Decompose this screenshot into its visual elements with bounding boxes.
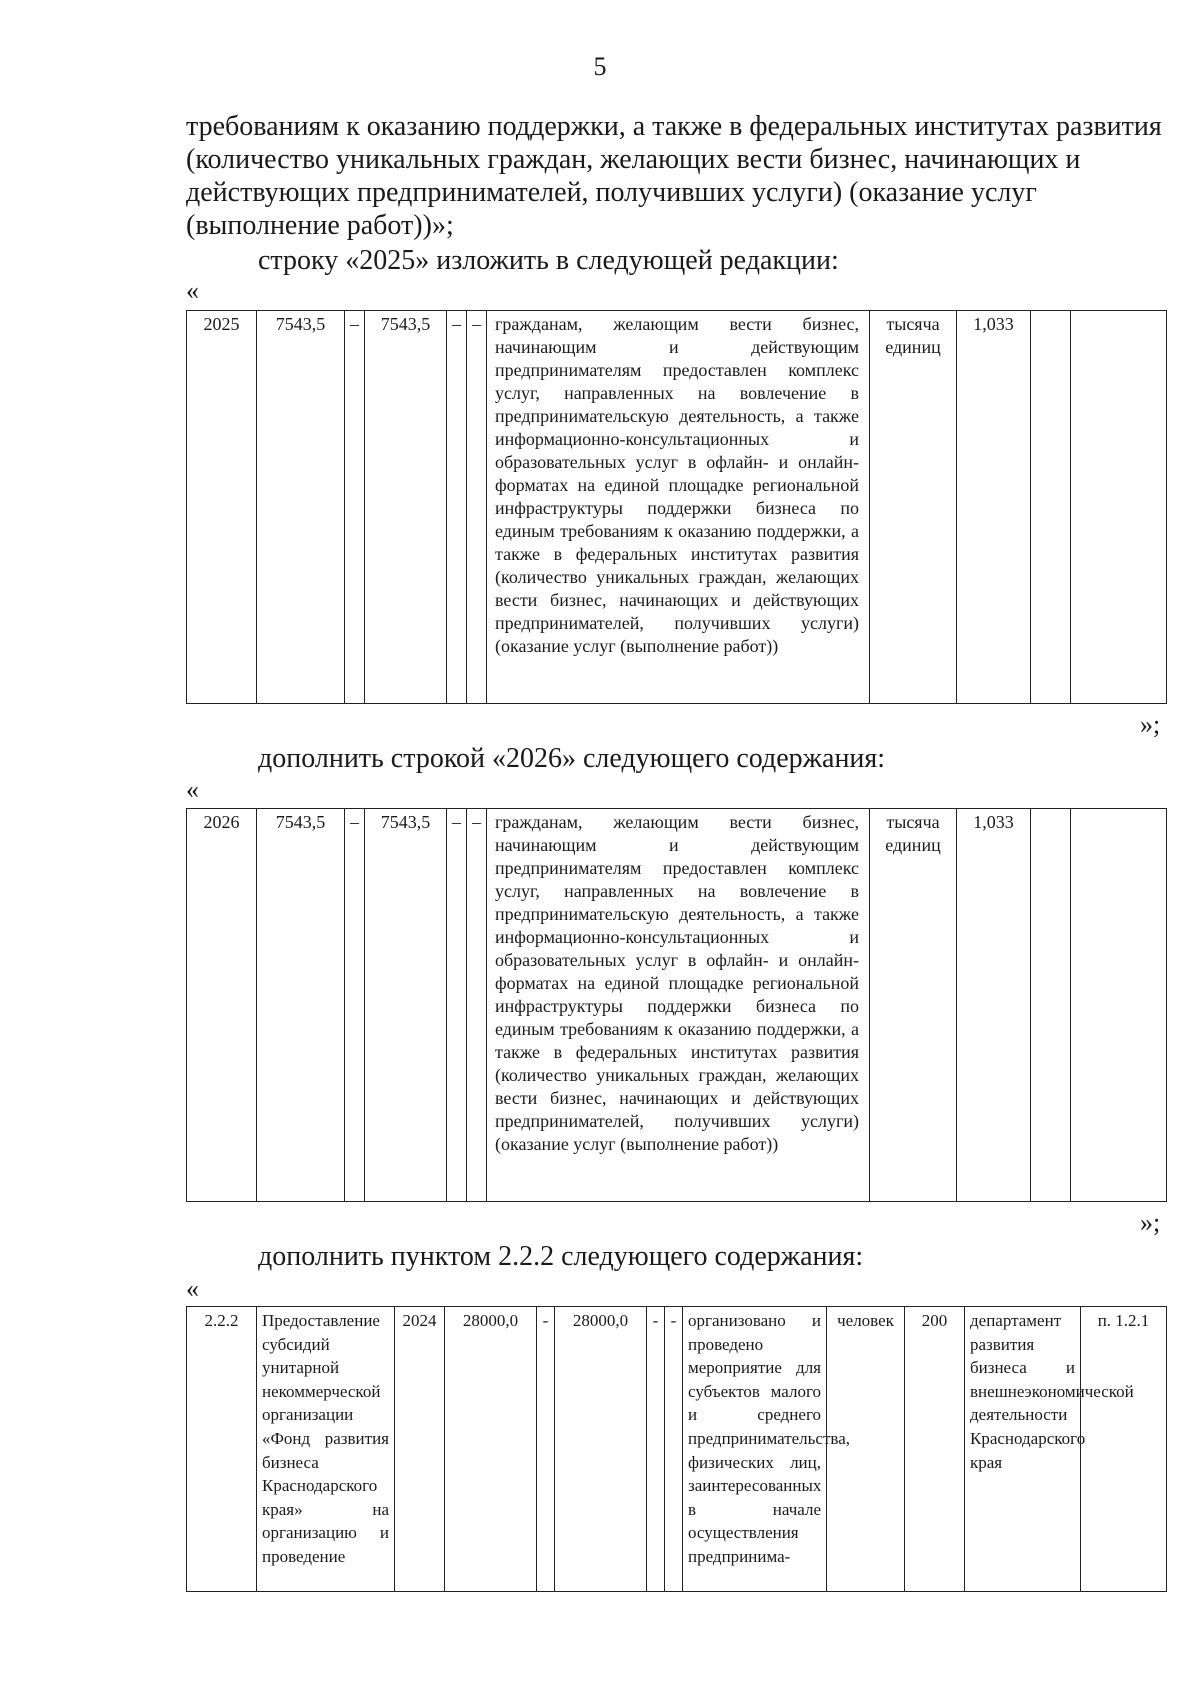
intro-paragraph <box>186 110 1166 242</box>
year-cell: 2026 <box>187 809 257 1202</box>
instruction-2: дополнить строкой «2026» следующего содержания: <box>258 743 886 774</box>
unit-cell: тысяча единиц <box>870 809 957 1202</box>
total-cell: 7543,5 <box>257 311 345 704</box>
unit-cell: человек <box>827 1307 905 1592</box>
unit-cell: тысяча единиц <box>870 311 957 704</box>
intro-line: (выполнение работ))»; <box>186 210 454 241</box>
number-cell: 2.2.2 <box>187 1307 257 1592</box>
reference-cell: п. 1.2.1 <box>1081 1307 1167 1592</box>
intro-line: действующих предпринимателей, получивших услуги) (оказание услуг <box>186 177 1037 208</box>
intro-line: (количество уникальных граждан, желающих вести бизнес, начинающих и <box>186 144 1081 175</box>
dash-cell: - <box>537 1307 555 1592</box>
close-quote: »; <box>1140 710 1161 739</box>
open-quote: « <box>186 775 199 804</box>
empty-cell <box>1071 809 1167 1202</box>
empty-cell <box>1071 311 1167 704</box>
amount-cell: 28000,0 <box>555 1307 647 1592</box>
dash-cell: – <box>447 311 467 704</box>
dash-cell: – <box>345 311 365 704</box>
value-cell: 1,033 <box>957 809 1031 1202</box>
close-quote: »; <box>1140 1208 1161 1237</box>
intro-line: требованиям к оказанию поддержки, а также в федеральных институтах развития <box>186 111 1162 142</box>
dash-cell: – <box>345 809 365 1202</box>
dash-cell: – <box>467 809 487 1202</box>
dash-cell: – <box>447 809 467 1202</box>
empty-cell <box>1031 311 1071 704</box>
instruction-3: дополнить пунктом 2.2.2 следующего содержания: <box>258 1241 864 1272</box>
amount-cell: 7543,5 <box>365 809 447 1202</box>
executor-cell: департамент развития бизнеса и внешнеэкономической деятельности Краснодарского края <box>965 1307 1081 1592</box>
amount-cell: 7543,5 <box>365 311 447 704</box>
total-cell: 28000,0 <box>445 1307 537 1592</box>
dash-cell: – <box>467 311 487 704</box>
dash-cell: - <box>647 1307 665 1592</box>
page-number: 5 <box>593 52 607 81</box>
year-cell: 2024 <box>395 1307 445 1592</box>
open-quote: « <box>186 276 199 305</box>
table-item-2-2-2 <box>186 1306 1167 1592</box>
value-cell: 1,033 <box>957 311 1031 704</box>
open-quote: « <box>186 1274 199 1303</box>
result-cell: организовано и проведено мероприятие для субъектов малого и среднего предпринимательства, физических лиц, заинтересованных в начале осуществления предпринима- <box>683 1307 827 1592</box>
value-cell: 200 <box>905 1307 965 1592</box>
table-row-2025 <box>186 310 1167 704</box>
table-row-2026 <box>186 808 1167 1202</box>
year-cell: 2025 <box>187 311 257 704</box>
dash-cell: - <box>665 1307 683 1592</box>
empty-cell <box>1031 809 1071 1202</box>
name-cell: Предоставление субсидий унитарной некоммерческой организации «Фонд развития бизнеса Краснодарского края» на организацию и проведение <box>257 1307 395 1592</box>
instruction-1: строку «2025» изложить в следующей редакции: <box>258 245 839 276</box>
description-cell: гражданам, желающим вести бизнес, начинающим и действующим предпринимателям предоставлен комплекс услуг, направленных на вовлечение в предпринимательскую деятельность, а также информационно-консультационных и образовательных услуг в офлайн- и онлайн-форматах на единой площадке региональной инфраструктуры поддержки бизнеса по единым требованиям к оказанию поддержки, а также в федеральных институтах развития (количество уникальных граждан, желающих вести бизнес, начинающих и действующих предпринимателей, получивших услуги) (оказание услуг (выполнение работ)) <box>487 311 870 704</box>
total-cell: 7543,5 <box>257 809 345 1202</box>
description-cell: гражданам, желающим вести бизнес, начинающим и действующим предпринимателям предоставлен комплекс услуг, направленных на вовлечение в предпринимательскую деятельность, а также информационно-консультационных и образовательных услуг в офлайн- и онлайн-форматах на единой площадке региональной инфраструктуры поддержки бизнеса по единым требованиям к оказанию поддержки, а также в федеральных институтах развития (количество уникальных граждан, желающих вести бизнес, начинающих и действующих предпринимателей, получивших услуги) (оказание услуг (выполнение работ)) <box>487 809 870 1202</box>
